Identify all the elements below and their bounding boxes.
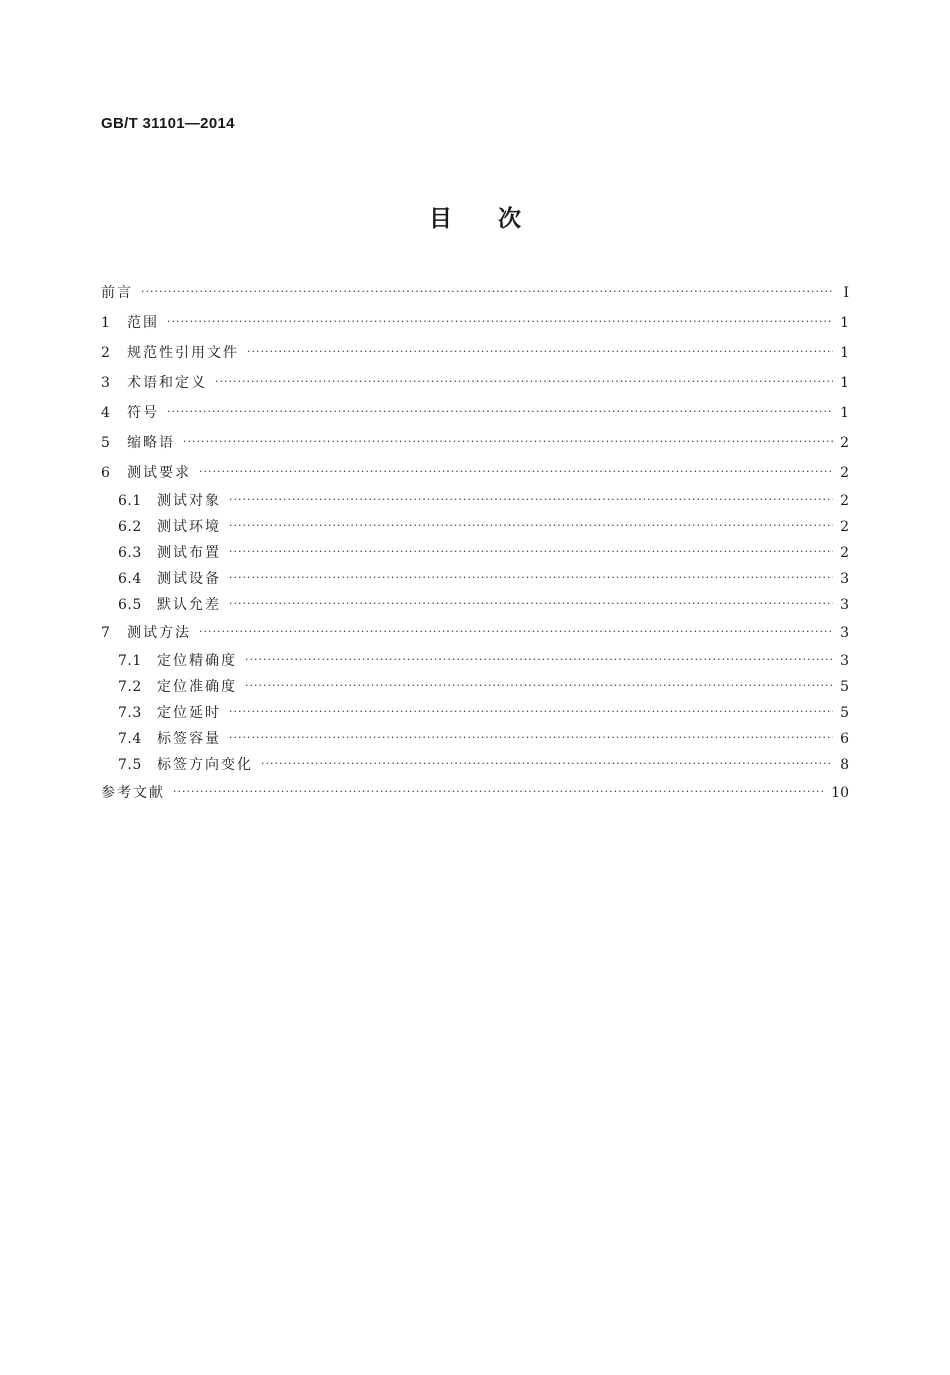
toc-entry-6[interactable] — [101, 460, 849, 490]
toc-entry-number: 7.4 — [118, 731, 142, 747]
toc-entry-page: 2 — [840, 545, 849, 561]
toc-entry-page: 3 — [840, 571, 849, 587]
toc-entry-label: 术语和定义 — [127, 375, 207, 391]
toc-entry-number: 7.5 — [118, 757, 142, 773]
dot-leader — [229, 568, 833, 588]
toc-entry-label: 定位准确度 — [157, 679, 237, 695]
toc-entry-label: 缩略语 — [127, 435, 175, 451]
toc-entry-label: 标签方向变化 — [157, 757, 253, 773]
toc-entry-page: 3 — [840, 625, 849, 641]
toc-entry-label: 定位延时 — [157, 705, 221, 721]
dot-leader — [199, 462, 833, 482]
toc-entry-number: 7 — [101, 625, 111, 641]
toc-entry-page: 1 — [840, 375, 849, 391]
toc-entry-7-5[interactable] — [101, 754, 849, 780]
toc-entry-page: 6 — [840, 731, 849, 747]
dot-leader — [229, 702, 833, 722]
toc-entry-number: 7.3 — [118, 705, 142, 721]
dot-leader — [173, 782, 825, 802]
toc-entry-page: 5 — [840, 679, 849, 695]
toc-entry-page: 1 — [840, 405, 849, 421]
toc-entry-label: 测试对象 — [157, 493, 221, 509]
table-of-contents — [101, 280, 849, 810]
toc-entry-page: 8 — [840, 757, 849, 773]
toc-entry-label: 测试环境 — [157, 519, 221, 535]
dot-leader — [141, 282, 833, 302]
toc-entry-number: 2 — [101, 345, 111, 361]
toc-entry-page: 10 — [831, 785, 849, 801]
toc-entry-page: 2 — [840, 465, 849, 481]
toc-entry-bibliography[interactable] — [101, 780, 849, 810]
toc-entry-number: 6 — [101, 465, 111, 481]
dot-leader — [167, 312, 833, 332]
dot-leader — [199, 622, 833, 642]
toc-entry-number: 5 — [101, 435, 111, 451]
toc-entry-6-3[interactable] — [101, 542, 849, 568]
toc-entry-label: 符号 — [127, 405, 159, 421]
toc-entry-number: 6.1 — [118, 493, 142, 509]
toc-entry-page: 3 — [840, 653, 849, 669]
dot-leader — [247, 342, 833, 362]
dot-leader — [167, 402, 833, 422]
toc-entry-5[interactable] — [101, 430, 849, 460]
toc-entry-7-3[interactable] — [101, 702, 849, 728]
toc-entry-number: 7.2 — [118, 679, 142, 695]
toc-entry-6-2[interactable] — [101, 516, 849, 542]
dot-leader — [245, 650, 833, 670]
toc-entry-6-4[interactable] — [101, 568, 849, 594]
toc-entry-page: 1 — [840, 315, 849, 331]
toc-entry-number: 3 — [101, 375, 111, 391]
toc-entry-2[interactable] — [101, 340, 849, 370]
toc-entry-4[interactable] — [101, 400, 849, 430]
toc-entry-label: 范围 — [127, 315, 159, 331]
toc-entry-number: 6.2 — [118, 519, 142, 535]
standard-code: GB/T 31101—2014 — [101, 115, 235, 132]
toc-entry-number: 6.4 — [118, 571, 142, 587]
toc-entry-label: 测试方法 — [127, 625, 191, 641]
toc-entry-number: 4 — [101, 405, 111, 421]
toc-entry-page: 2 — [840, 519, 849, 535]
dot-leader — [229, 594, 833, 614]
toc-entry-page: 2 — [840, 493, 849, 509]
toc-entry-page: 5 — [840, 705, 849, 721]
toc-entry-label: 测试设备 — [157, 571, 221, 587]
toc-entry-7-4[interactable] — [101, 728, 849, 754]
toc-entry-page: 1 — [840, 345, 849, 361]
toc-entry-label: 规范性引用文件 — [127, 345, 239, 361]
toc-entry-page: 3 — [840, 597, 849, 613]
toc-entry-label: 标签容量 — [157, 731, 221, 747]
toc-entry-label: 测试要求 — [127, 465, 191, 481]
toc-entry-label: 测试布置 — [157, 545, 221, 561]
dot-leader — [229, 542, 833, 562]
toc-entry-6-1[interactable] — [101, 490, 849, 516]
toc-entry-page: Ⅰ — [843, 285, 849, 301]
dot-leader — [215, 372, 833, 392]
toc-entry-label: 定位精确度 — [157, 653, 237, 669]
toc-entry-7-2[interactable] — [101, 676, 849, 702]
page-title: 目次 — [429, 206, 567, 232]
toc-entry-number: 6.5 — [118, 597, 142, 613]
toc-entry-number: 1 — [101, 315, 111, 331]
toc-entry-3[interactable] — [101, 370, 849, 400]
toc-entry-number: 7.1 — [118, 653, 142, 669]
dot-leader — [229, 728, 833, 748]
toc-entry-number: 6.3 — [118, 545, 142, 561]
toc-entry-7[interactable] — [101, 620, 849, 650]
toc-entry-label: 参考文献 — [101, 785, 165, 801]
toc-entry-page: 2 — [840, 435, 849, 451]
dot-leader — [229, 490, 833, 510]
toc-entry-label: 前言 — [101, 285, 133, 301]
toc-entry-1[interactable] — [101, 310, 849, 340]
toc-entry-label: 默认允差 — [157, 597, 221, 613]
toc-entry-6-5[interactable] — [101, 594, 849, 620]
dot-leader — [245, 676, 833, 696]
toc-entry-7-1[interactable] — [101, 650, 849, 676]
dot-leader — [229, 516, 833, 536]
dot-leader — [261, 754, 833, 774]
toc-entry-foreword[interactable] — [101, 280, 849, 310]
dot-leader — [183, 432, 833, 452]
